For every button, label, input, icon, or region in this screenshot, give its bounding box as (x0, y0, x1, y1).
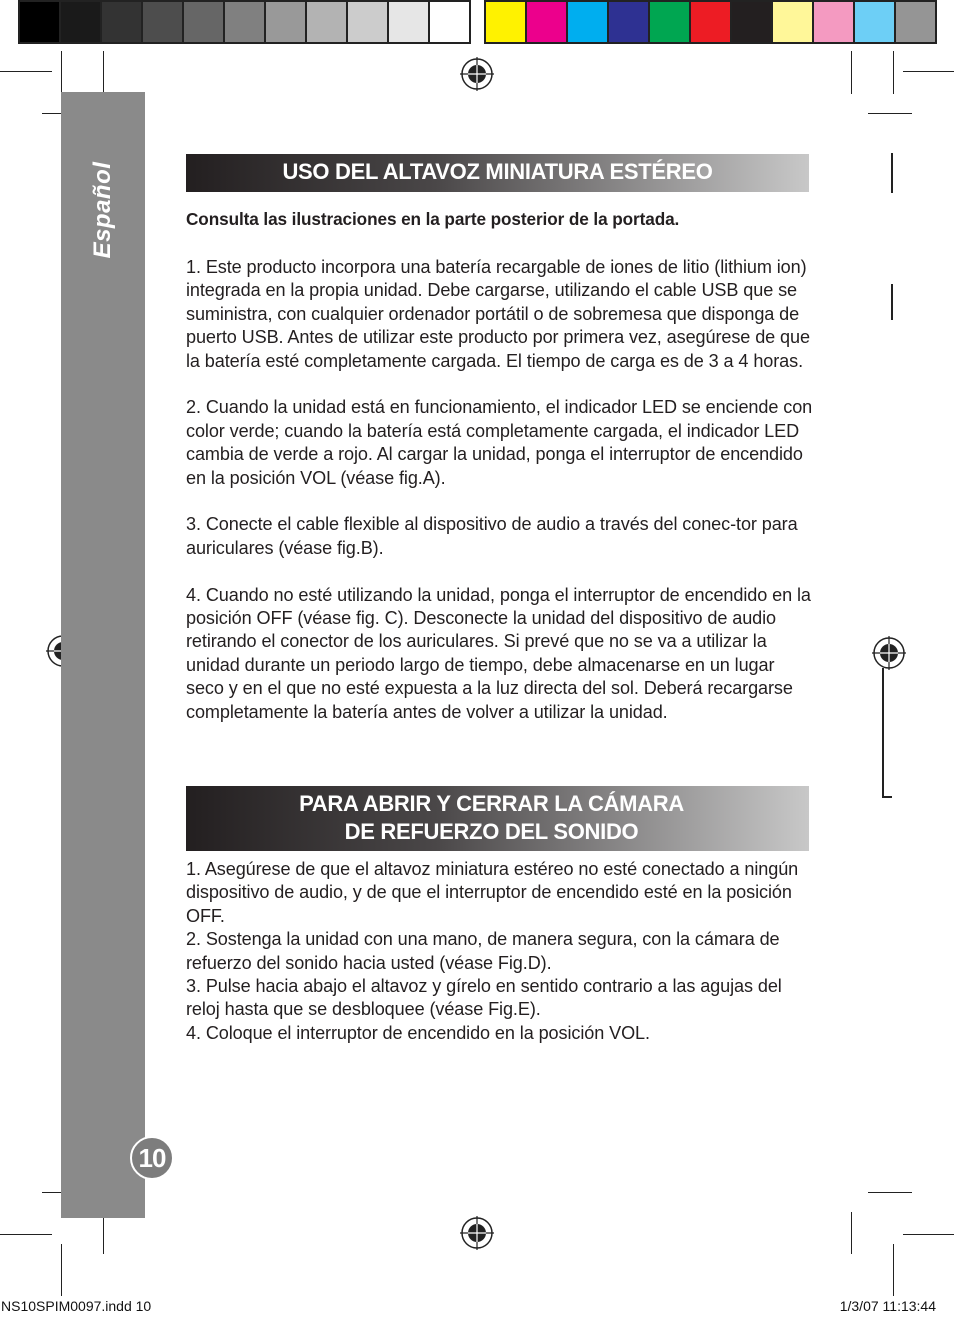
color-swatch (773, 2, 814, 42)
color-swatch (609, 2, 650, 42)
crop-mark (103, 51, 104, 94)
crop-mark (868, 113, 912, 114)
crop-mark (893, 1244, 894, 1296)
crop-mark (893, 51, 894, 94)
language-label: Español (89, 161, 116, 259)
instruction-paragraph: 3. Conecte el cable flexible al dispositivo de audio a través del conec-tor para auriculares (véase fig.B). (186, 514, 798, 558)
color-swatch (896, 2, 935, 42)
crop-mark (0, 1234, 52, 1235)
section-heading-chamber (186, 786, 809, 851)
crop-mark (868, 1192, 912, 1193)
grayscale-color-bar (18, 0, 471, 44)
color-swatch (855, 2, 896, 42)
instruction-step: 4. Coloque el interruptor de encendido en la posición VOL. (186, 1022, 650, 1043)
crop-mark (903, 71, 954, 72)
heading-line: DE REFUERZO DEL SONIDO (344, 819, 639, 844)
color-swatch (691, 2, 732, 42)
slug-file-info: NS10SPIM0097.indd 10 (1, 1298, 152, 1314)
color-swatch (732, 2, 773, 42)
color-swatch (814, 2, 855, 42)
edge-mark (882, 668, 884, 798)
instruction-step: 1. Asegúrese de que el altavoz miniatura estéreo no esté conectado a ningún dispositivo de audio, y de que el interruptor de encendido esté en la posición OFF. (186, 859, 799, 926)
gray-swatch (61, 2, 102, 42)
chamber-instructions (186, 858, 816, 1045)
instruction-step: 2. Sostenga la unidad con una mano, de manera segura, con la cámara de refuerzo del sonido hacia usted (véase Fig.D). (186, 929, 780, 973)
color-swatch (650, 2, 691, 42)
crop-mark (851, 1212, 852, 1254)
crop-mark (103, 1212, 104, 1254)
gray-swatch (184, 2, 225, 42)
usage-instructions (186, 256, 816, 747)
gray-swatch (389, 2, 430, 42)
registration-mark-icon (460, 57, 494, 91)
crop-mark (903, 1234, 954, 1235)
crop-mark (61, 1244, 62, 1296)
registration-mark-icon (872, 636, 906, 670)
color-swatch (527, 2, 568, 42)
gray-swatch (307, 2, 348, 42)
instruction-paragraph: 2. Cuando la unidad está en funcionamiento, el indicador LED se enciende con color verde; cuando la batería está completamente cargada, el indicador LED cambia de verde a rojo. Al cargar la unidad, ponga el interruptor de encendido en la posición VOL (véase fig.A). (186, 397, 813, 488)
gray-swatch (348, 2, 389, 42)
page-number: 10 (130, 1136, 174, 1180)
edge-mark (882, 796, 892, 798)
heading-line: PARA ABRIR Y CERRAR LA CÁMARA (299, 791, 684, 816)
crop-mark (61, 51, 62, 94)
slug-date-time: 1/3/07 11:13:44 (839, 1298, 936, 1314)
gray-swatch (430, 2, 469, 42)
section-heading-usage: USO DEL ALTAVOZ MINIATURA ESTÉREO (186, 154, 809, 192)
edge-mark (891, 153, 893, 193)
instruction-paragraph: 4. Cuando no esté utilizando la unidad, ponga el interruptor de encendido en la posición OFF (véase fig. C). Desconecte la unidad del dispositivo de audio retirando el conector de los auriculares. Si prevé que no se va a utilizar la unidad durante un periodo largo de tiempo, debe almacenarse en un lugar seco y en el que no esté expuesta a la luz directa del sol. Deberá recargarse completamente la batería antes de volver a utilizar la unidad. (186, 584, 811, 722)
color-swatch (486, 2, 527, 42)
gray-swatch (225, 2, 266, 42)
instruction-paragraph: 1. Este producto incorpora una batería recargable de iones de litio (lithium ion) integrada en la propia unidad. Debe cargarse, utilizando el cable USB que se suministra, con cualquier ordenador portátil o de sobremesa que disponga de puerto USB. Antes de utilizar este producto por primera vez, asegúrese de que la batería esté completamente cargada. El tiempo de carga es de 3 a 4 horas. (186, 257, 810, 371)
registration-mark-icon (460, 1216, 494, 1250)
color-swatch (568, 2, 609, 42)
process-color-bar (484, 0, 937, 44)
instruction-step: 3. Pulse hacia abajo el altavoz y gírelo en sentido contrario a las agujas del reloj hasta que se desbloquee (véase Fig.E). (186, 976, 782, 1020)
gray-swatch (102, 2, 143, 42)
gray-swatch (143, 2, 184, 42)
crop-mark (0, 71, 52, 72)
intro-note: Consulta las ilustraciones en la parte posterior de la portada. (186, 209, 680, 229)
edge-mark (891, 284, 893, 320)
language-sidebar (61, 92, 145, 1218)
gray-swatch (20, 2, 61, 42)
crop-mark (851, 51, 852, 94)
gray-swatch (266, 2, 307, 42)
